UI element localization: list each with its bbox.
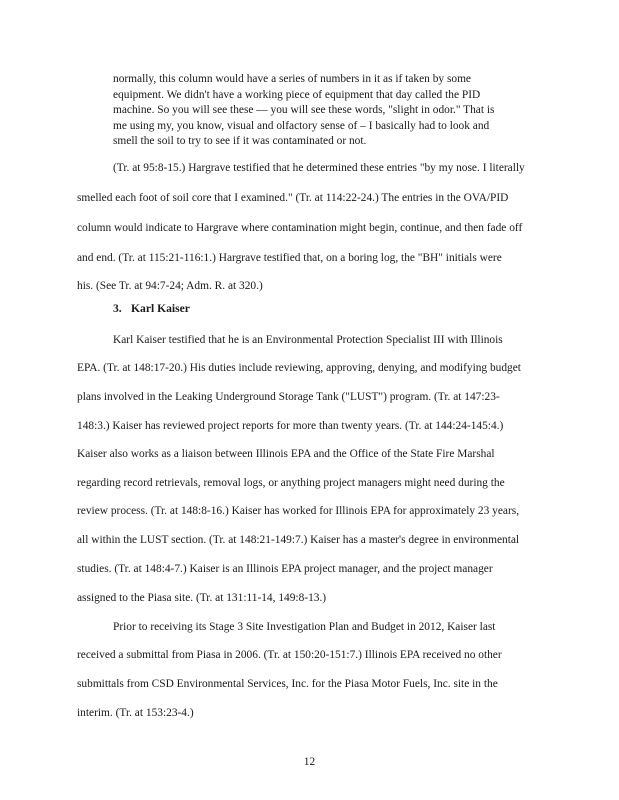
paragraph-line: and end. (Tr. at 115:21-116:1.) Hargrave testified that, on a boring log, the "BH" initials were (77, 252, 502, 264)
paragraph-line: submittals from CSD Environmental Services, Inc. for the Piasa Motor Fuels, Inc. site in the (77, 678, 498, 690)
paragraph-line: his. (See Tr. at 94:7-24; Adm. R. at 320.) (77, 280, 263, 292)
paragraph-line: plans involved in the Leaking Underground Storage Tank ("LUST") program. (Tr. at 147:23- (77, 391, 500, 403)
quote-line: smell the soil to try to see if it was contaminated or not. (113, 135, 367, 148)
section-heading (113, 302, 190, 315)
section-title: Karl Kaiser (131, 302, 190, 315)
paragraph-line: column would indicate to Hargrave where contamination might begin, continue, and then fade off (77, 222, 523, 234)
block-quote (113, 72, 513, 150)
paragraph-line: 148:3.) Kaiser has reviewed project reports for more than twenty years. (Tr. at 144:24-145:4.) (77, 420, 504, 432)
page-number: 12 (303, 756, 316, 768)
paragraph-line: received a submittal from Piasa in 2006. (Tr. at 150:20-151:7.) Illinois EPA received no other (77, 649, 502, 661)
paragraph-line: interim. (Tr. at 153:23-4.) (77, 707, 194, 719)
section-number: 3. (113, 302, 122, 315)
quote-line: normally, this column would have a series of numbers in it as if taken by some (113, 73, 471, 85)
paragraph-line: (Tr. at 95:8-15.) Hargrave testified that he determined these entries "by my nose. I literally (113, 162, 525, 174)
quote-line: equipment. We didn't have a working piece of equipment that day called the PID (113, 88, 481, 101)
paragraph-line: all within the LUST section. (Tr. at 148:21-149:7.) Kaiser has a master's degree in environmental (77, 534, 520, 546)
quote-line: machine. So you will see these — you will see these words, "slight in odor." That is (113, 104, 495, 117)
paragraph-line: Kaiser also works as a liaison between Illinois EPA and the Office of the State Fire Marshal (77, 448, 495, 460)
paragraph-line: regarding record retrievals, removal logs, or anything project managers might need during the (77, 477, 505, 489)
paragraph-line: Prior to receiving its Stage 3 Site Investigation Plan and Budget in 2012, Kaiser last (113, 621, 496, 633)
paragraph-line: review process. (Tr. at 148:8-16.) Kaiser has worked for Illinois EPA for approximately 23 years, (77, 505, 520, 517)
paragraph-line: Karl Kaiser testified that he is an Environmental Protection Specialist III with Illinois (113, 334, 503, 346)
paragraph-line: smelled each foot of soil core that I examined." (Tr. at 114:22-24.) The entries in the OVA/PID (77, 192, 509, 204)
paragraph-line: studies. (Tr. at 148:4-7.) Kaiser is an Illinois EPA project manager, and the project manager (77, 563, 493, 575)
paragraph-line: assigned to the Piasa site. (Tr. at 131:11-14, 149:8-13.) (77, 592, 327, 604)
quote-line: me using my, you know, visual and olfactory sense of – I basically had to look and (113, 119, 490, 132)
paragraph-line: EPA. (Tr. at 148:17-20.) His duties include reviewing, approving, denying, and modifying budget (77, 362, 521, 374)
